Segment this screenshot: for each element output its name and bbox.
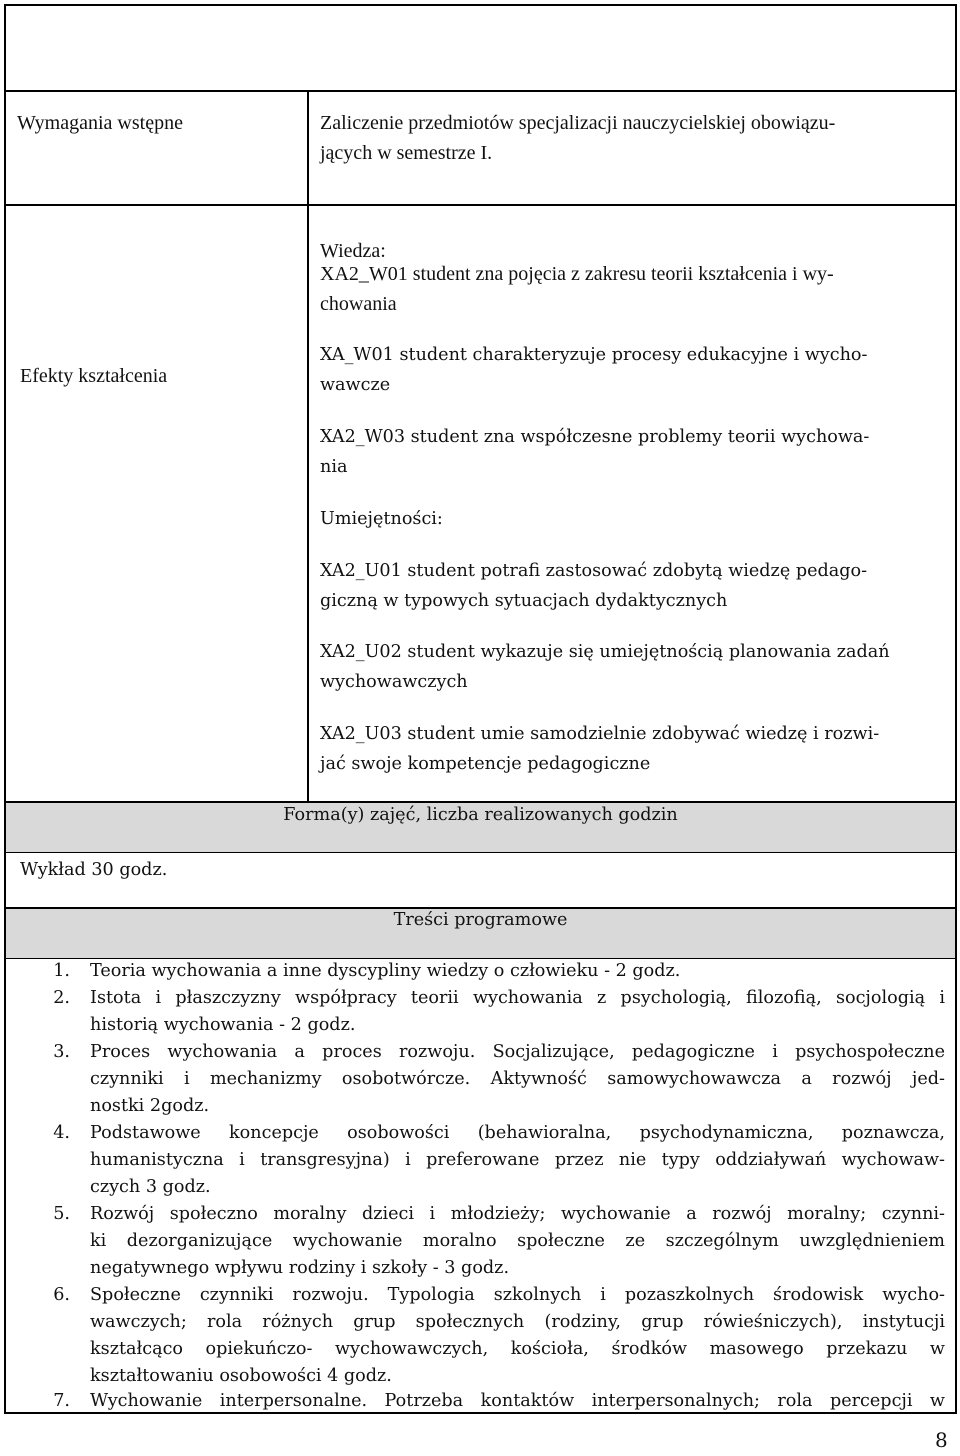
skills-item-2-line-1: XA2_U02 student wykazuje się umiejętnością planowania zadań — [320, 642, 890, 662]
skills-label: Umiejętności: — [320, 509, 443, 529]
knowledge-label: Wiedza: — [320, 240, 386, 262]
list-item-number: 7. — [53, 1391, 70, 1411]
table-border-right — [955, 4, 957, 1414]
page-number: 8 — [935, 1428, 948, 1452]
list-item-line: kształcąco opiekuńczo- wychowawczych, kościoła, środków masowego przekazu w — [90, 1339, 945, 1359]
knowledge-item-2-line-1: XA_W01 student charakteryzuje procesy edukacyjne i wycho- — [320, 345, 868, 365]
row-divider-top — [4, 90, 957, 92]
row-divider-outcomes — [4, 801, 957, 803]
requirements-text-line-2: jących w semestrze I. — [320, 142, 493, 164]
list-item-line: Istota i płaszczyzny współpracy teorii wychowania z psychologią, filozofią, socjologią i — [90, 988, 945, 1008]
content-header: Treści programowe — [393, 910, 568, 930]
knowledge-item-1-line-1: XA2_W01 student zna pojęcia z zakresu teorii kształcenia i wy- — [320, 263, 834, 285]
row-divider-forms — [4, 852, 957, 853]
knowledge-item-3-line-1: XA2_W03 student zna współczesne problemy teorii wychowa- — [320, 427, 870, 447]
skills-item-3-line-1: XA2_U03 student umie samodzielnie zdobywać wiedzę i rozwi- — [320, 724, 880, 744]
list-item-line: czynniki i mechanizmy osobotwórcze. Aktywność samowychowawcza a rozwój jed- — [90, 1069, 945, 1089]
skills-item-2-line-2: wychowawczych — [320, 672, 468, 692]
lecture-hours: Wykład 30 godz. — [20, 860, 168, 880]
row-divider-lecture — [4, 907, 957, 909]
row-divider-req — [4, 204, 957, 206]
list-item-line: Proces wychowania a proces rozwoju. Socjalizujące, pedagogiczne i psychospołeczne — [90, 1042, 945, 1062]
list-item-line: humanistyczna i transgresyjna) i preferowane przez nie typy oddziaływań wychowaw- — [90, 1150, 945, 1170]
skills-item-1-line-1: XA2_U01 student potrafi zastosować zdobytą wiedzę pedago- — [320, 561, 868, 581]
table-border-left — [4, 4, 6, 1414]
list-item-line: Teoria wychowania a inne dyscypliny wiedzy o człowieku - 2 godz. — [90, 961, 681, 981]
list-item-number: 3. — [53, 1042, 70, 1062]
list-item-line: historią wychowania - 2 godz. — [90, 1015, 356, 1035]
knowledge-item-2-line-2: wawcze — [320, 375, 391, 395]
table-border-bottom — [4, 1412, 957, 1414]
list-item-line: kształtowaniu osobowości 4 godz. — [90, 1366, 392, 1386]
requirements-text-line-1: Zaliczenie przedmiotów specjalizacji nauczycielskiej obowiązu- — [320, 112, 836, 134]
list-item-line: ki dezorganizujące wychowanie moralno społeczne ze szczególnym uwzględnieniem — [90, 1231, 945, 1251]
row-divider-content — [4, 958, 957, 959]
list-item-line: Wychowanie interpersonalne. Potrzeba kontaktów interpersonalnych; rola percepcji w — [90, 1391, 945, 1411]
requirements-label: Wymagania wstępne — [17, 112, 183, 134]
list-item-line: nostki 2godz. — [90, 1096, 210, 1116]
list-item-line: Społeczne czynniki rozwoju. Typologia szkolnych i pozaszkolnych środowisk wycho- — [90, 1285, 945, 1305]
list-item-number: 4. — [53, 1123, 70, 1143]
skills-item-1-line-2: giczną w typowych sytuacjach dydaktycznych — [320, 591, 728, 611]
list-item-number: 1. — [53, 961, 70, 981]
col-divider — [307, 90, 309, 802]
list-item-number: 2. — [53, 988, 70, 1008]
list-item-line: czych 3 godz. — [90, 1177, 211, 1197]
list-item-line: Rozwój społeczno moralny dzieci i młodzieży; wychowanie a rozwój moralny; czynni- — [90, 1204, 945, 1224]
list-item-number: 5. — [53, 1204, 70, 1224]
list-item-number: 6. — [53, 1285, 70, 1305]
forms-header: Forma(y) zajęć, liczba realizowanych godzin — [283, 805, 678, 825]
list-item-line: negatywnego wpływu rodziny i szkoły - 3 godz. — [90, 1258, 510, 1278]
outcomes-label: Efekty kształcenia — [20, 365, 168, 387]
list-item-line: wawczych; rola różnych grup społecznych (rodziny, grup rówieśniczych), instytucji — [90, 1312, 945, 1332]
table-border-top — [4, 4, 957, 6]
list-item-line: Podstawowe koncepcje osobowości (behawioralna, psychodynamiczna, poznawcza, — [90, 1123, 945, 1143]
knowledge-item-3-line-2: nia — [320, 457, 348, 477]
knowledge-item-1-line-2: chowania — [320, 293, 397, 315]
skills-item-3-line-2: jać swoje kompetencje pedagogiczne — [320, 754, 651, 774]
